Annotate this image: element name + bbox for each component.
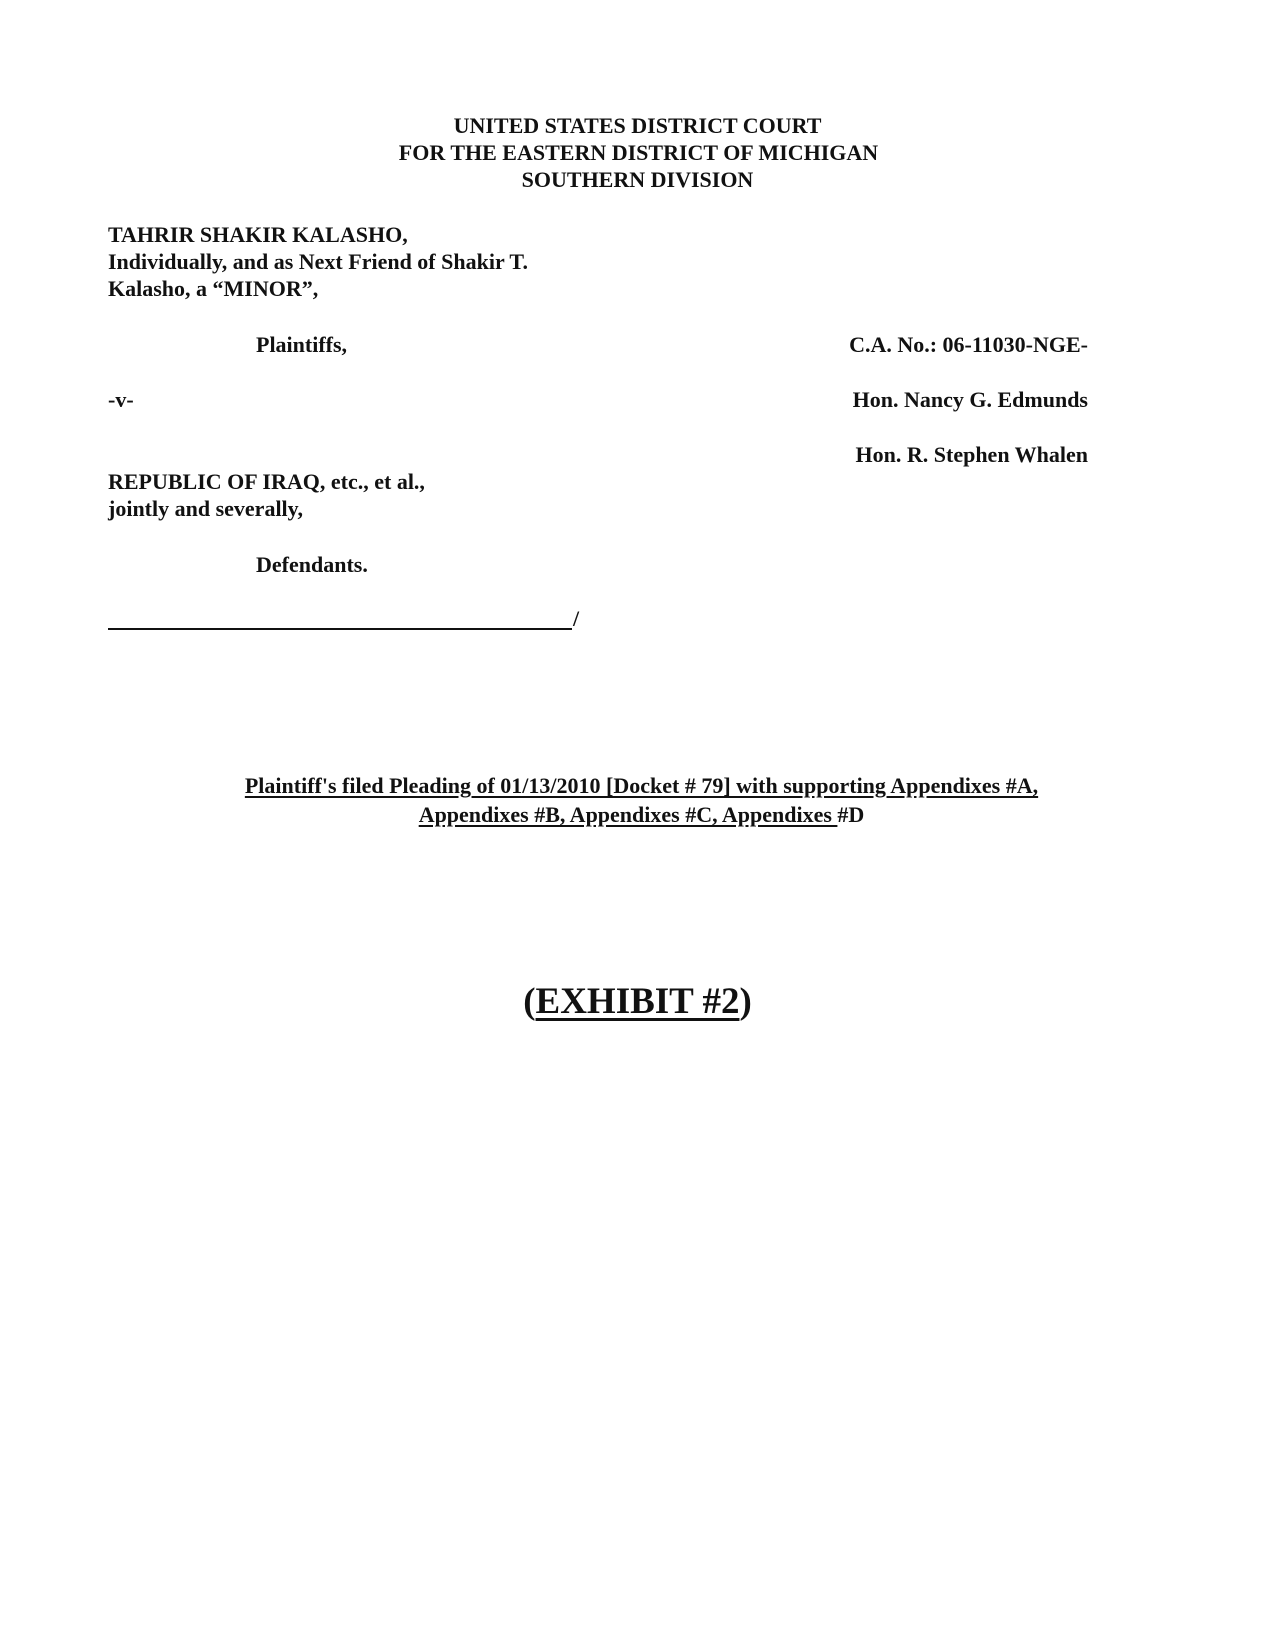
caption-rule-slash: /	[573, 606, 580, 631]
exhibit-open-paren: (	[523, 981, 536, 1022]
pleading-title-line1: Plaintiff's filed Pleading of 01/13/2010 [Docket # 79] with supporting Appendixes #A,	[244, 773, 1039, 798]
plaintiff-capacity-cont: Kalasho, a “MINOR”,	[108, 276, 319, 301]
defendants-label: Defendants.	[256, 552, 368, 577]
pleading-title-line2-underlined: Appendixes #B, Appendixes #C, Appendixes	[418, 802, 838, 827]
versus-label: -v-	[108, 387, 134, 412]
court-district: FOR THE EASTERN DISTRICT OF MICHIGAN	[398, 140, 879, 165]
judge-name-1: Hon. Nancy G. Edmunds	[852, 387, 1088, 412]
exhibit-number: EXHIBIT #2	[535, 981, 740, 1022]
pleading-title-line2	[8, 800, 1275, 829]
plaintiff-name: TAHRIR SHAKIR KALASHO,	[108, 222, 408, 247]
exhibit-close-paren: )	[739, 981, 752, 1022]
court-division: SOUTHERN DIVISION	[521, 167, 754, 192]
court-caption-header	[0, 112, 1275, 193]
defendant-name: REPUBLIC OF IRAQ, etc., et al.,	[108, 469, 425, 494]
judge-name-2: Hon. R. Stephen Whalen	[855, 442, 1088, 467]
plaintiff-capacity: Individually, and as Next Friend of Shakir T.	[108, 249, 528, 274]
caption-rule-line	[108, 608, 572, 630]
plaintiff-block	[108, 221, 528, 302]
plaintiffs-label: Plaintiffs,	[256, 332, 348, 357]
defendant-block	[108, 468, 425, 522]
defendant-liability: jointly and severally,	[108, 496, 303, 521]
pleading-title-line2-tail: #D	[837, 802, 865, 827]
exhibit-label	[0, 980, 1275, 1024]
court-name: UNITED STATES DISTRICT COURT	[453, 113, 822, 138]
case-number: C.A. No.: 06-11030-NGE-	[849, 332, 1088, 357]
pleading-title	[0, 771, 1275, 829]
